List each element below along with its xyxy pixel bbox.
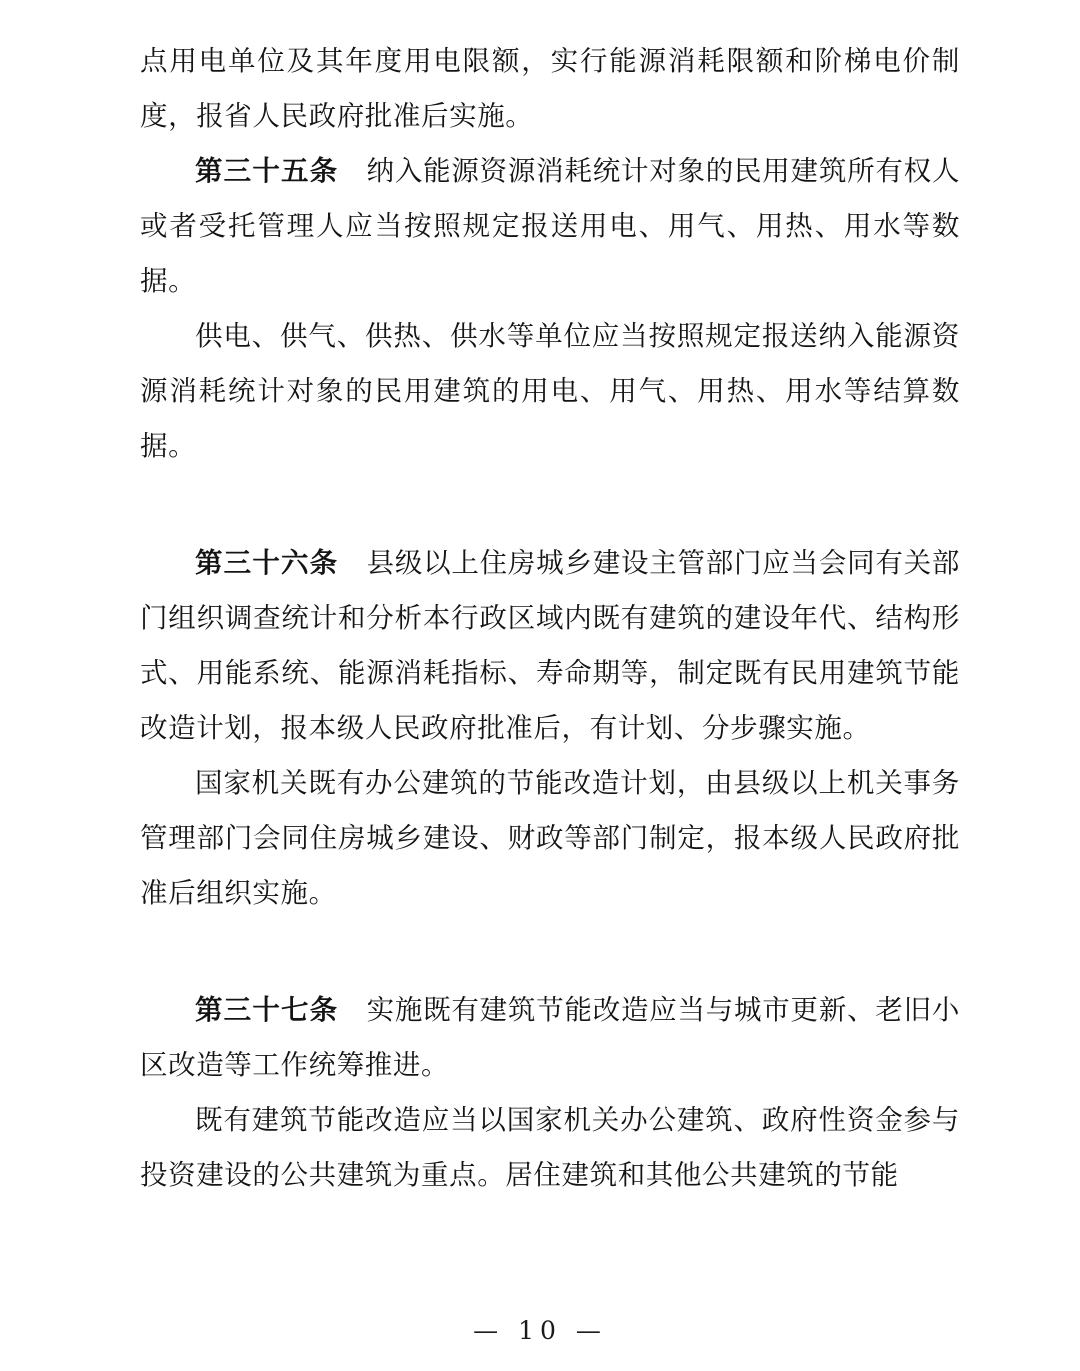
paragraph-article-36-second: 国家机关既有办公建筑的节能改造计划，由县级以上机关事务管理部门会同住房城乡建设、财政等部门制定，报本级人民政府批准后组织实施。 xyxy=(140,767,960,909)
article-label-35: 第三十五条 xyxy=(195,155,339,187)
article-text-36: 县级以上住房城乡建设主管部门应当会同有关部门组织调查统计和分析本行政区域内既有建筑的建设年代、结构形式、用能系统、能源消耗指标、寿命期等，制定既有民用建筑节能改造计划，报本级人民政府批准后，有计划、分步骤实施。 xyxy=(140,547,960,744)
article-text-35: 纳入能源资源消耗统计对象的民用建筑所有权人或者受托管理人应当按照规定报送用电、用气、用热、用水等数据。 xyxy=(140,155,960,297)
paragraph-article-35 xyxy=(140,144,960,309)
page-number: — 10 — xyxy=(473,1316,607,1345)
article-label-37: 第三十七条 xyxy=(195,994,339,1026)
paragraph-article-35-second: 供电、供气、供热、供水等单位应当按照规定报送纳入能源资源消耗统计对象的民用建筑的用电、用气、用热、用水等结算数据。 xyxy=(140,320,960,462)
article-spacer-37 xyxy=(338,994,366,1026)
section-gap-2 xyxy=(140,921,960,983)
paragraph-article-36 xyxy=(140,536,960,756)
article-text-37: 实施既有建筑节能改造应当与城市更新、老旧小区改造等工作统筹推进。 xyxy=(140,994,960,1081)
article-label-36: 第三十六条 xyxy=(195,547,339,579)
article-spacer-35 xyxy=(338,155,366,187)
paragraph-continuation: 点用电单位及其年度用电限额，实行能源消耗限额和阶梯电价制度，报省人民政府批准后实施。 xyxy=(140,45,960,132)
document-body xyxy=(140,34,960,1203)
article-spacer-36 xyxy=(338,547,366,579)
page-footer xyxy=(0,1316,1080,1345)
paragraph-article-37 xyxy=(140,983,960,1093)
section-gap-1 xyxy=(140,474,960,536)
paragraph-article-37-second: 既有建筑节能改造应当以国家机关办公建筑、政府性资金参与投资建设的公共建筑为重点。居住建筑和其他公共建筑的节能 xyxy=(140,1104,960,1191)
